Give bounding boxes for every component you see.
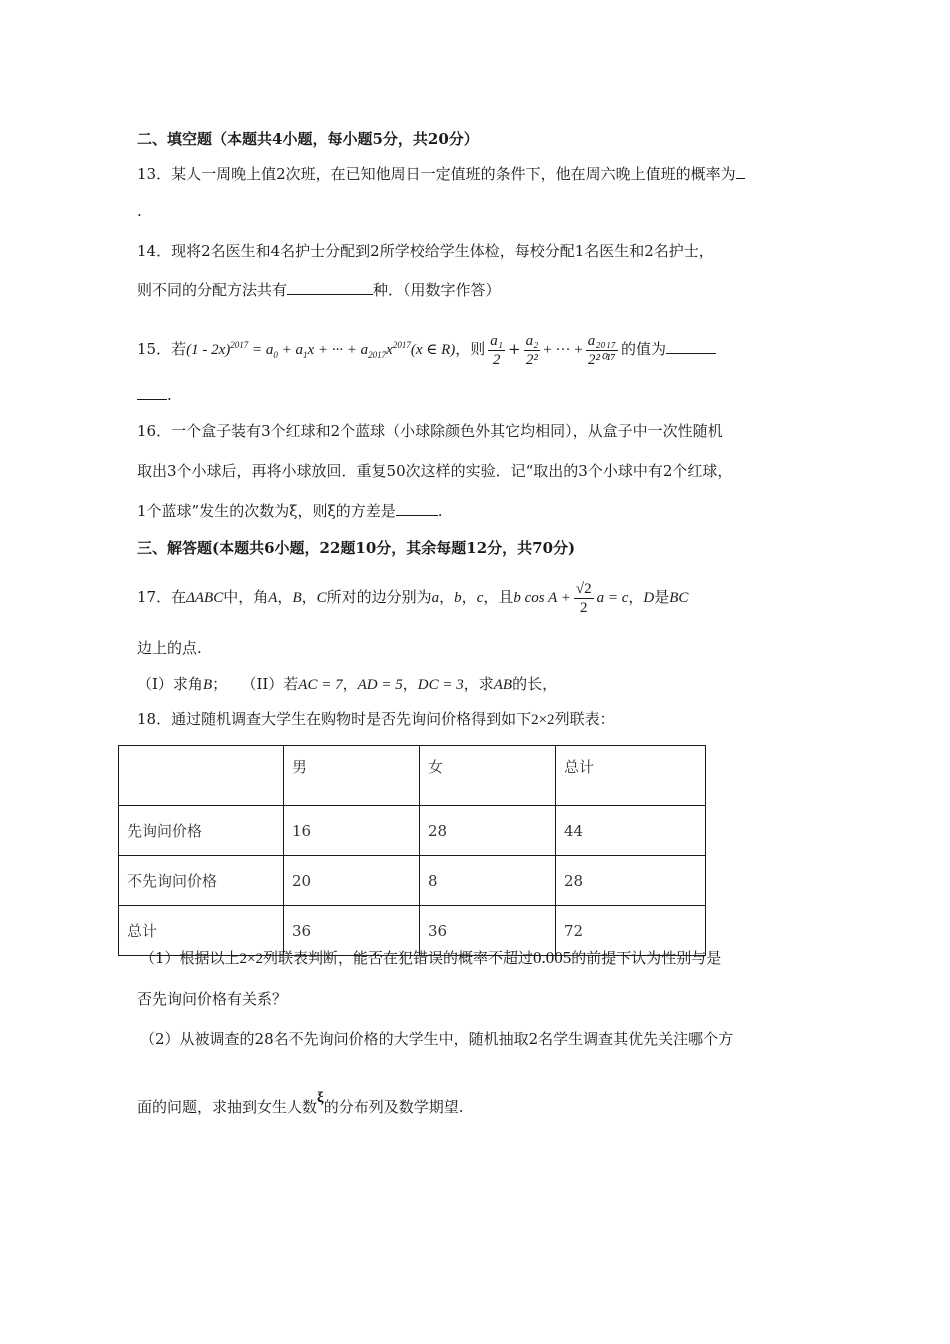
q13-text: 13．某人一周晚上值2次班，在已知他周日一定值班的条件下，他在周六晚上值班的概率为 [137, 165, 736, 183]
q13-end: . [137, 202, 142, 220]
question-16-line2: 取出3个小球后，再将小球放回．重复50次这样的实验．记“取出的3个小球中有2个红球， [137, 462, 733, 480]
table-cell: 16 [284, 806, 420, 856]
q15-answer-blank-cont [137, 399, 167, 400]
table-cell: 8 [420, 856, 556, 906]
table-cell: 28 [420, 806, 556, 856]
q17-equation-right: a = c [596, 590, 629, 606]
table-cell: 44 [556, 806, 706, 856]
table-row [119, 856, 706, 906]
question-18-sub1-line2: 否先询问价格有关系？ [137, 990, 288, 1008]
table-cell: 20 [284, 856, 420, 906]
question-14-line2 [137, 279, 501, 301]
q17-triangle: ΔABC [186, 590, 224, 606]
q14-text-pre: 则不同的分配方法共有 [137, 281, 288, 299]
q17-sqrt2-over-2: $\frac{√2}{2}$ [575, 580, 592, 616]
question-18-sub2-line1: （2）从被调查的28名不先询问价格的大学生中，随机抽取2名学生调查其优先关注哪个方 [140, 1030, 734, 1048]
question-17-parts: （I）求角B； （II）若AC = 7，AD = 5，DC = 3，求AB的长， [137, 675, 558, 693]
table-cell: 总计 [119, 906, 284, 956]
q16-answer-blank [396, 515, 438, 516]
table-cell: 不先询问价格 [119, 856, 284, 906]
q15-suffix: 的值为 [621, 340, 667, 358]
section-heading-fill-in: 二、填空题（本题共4小题，每小题5分，共20分） [137, 130, 479, 148]
question-16-line3 [137, 500, 443, 522]
q14-answer-blank [287, 294, 373, 295]
section-heading-solve: 三、解答题(本题共6小题，22题10分，其余每题12分，共70分) [137, 539, 576, 557]
q13-answer-blank [736, 178, 745, 179]
q15-frac-1: $\frac{\text{a₁}}{2}$ [490, 332, 503, 368]
q18-2x2-sub1: 2×2 [239, 951, 264, 967]
table-header-male: 男 [284, 746, 420, 806]
table-cell: 28 [556, 856, 706, 906]
q15-mid: ，则 [455, 340, 486, 358]
question-18-intro: 18．通过随机调查大学生在购物时是否先询问价格得到如下2×2列联表： [137, 710, 615, 728]
q15-frac-2: $\frac{\text{a₂}}{\text{2²}}$ [525, 332, 539, 368]
q15-dots: + ··· + [543, 342, 583, 358]
question-17-line2: 边上的点. [137, 639, 202, 657]
q17-equation-left: b cos A + [513, 590, 571, 606]
contingency-table [118, 745, 706, 956]
table-row [119, 806, 706, 856]
q18-alpha: 0.005 [533, 948, 572, 967]
q18-xi-symbol: ξ [317, 1090, 324, 1106]
table-cell: 36 [420, 906, 556, 956]
question-17-line1: 17．在ΔABC中，角A，B，C所对的边分别为a，b，c，且b cos A + $\frac{√2}{2}$ a = c，D是BC [137, 580, 689, 616]
table-header-female: 女 [420, 746, 556, 806]
q14-text-post: 种．（用数字作答） [373, 281, 501, 299]
table-header-total: 总计 [556, 746, 706, 806]
question-13 [137, 163, 745, 185]
question-18-sub2-line2: 面的问题，求抽到女生人数ξ的分布列及数学期望. [137, 1090, 464, 1116]
q18-2x2: 2×2 [531, 712, 555, 728]
table-cell: 36 [284, 906, 420, 956]
table-cell: 先询问价格 [119, 806, 284, 856]
q15-frac-3: $\frac{\text{a₂₀₁₇}}{\text{2²⁰¹⁷}}$ [587, 332, 617, 368]
question-14-line1: 14．现将2名医生和4名护士分配到2所学校给学生体检，每校分配1名医生和2名护士， [137, 242, 714, 260]
table-cell: 72 [556, 906, 706, 956]
question-18-sub1-line1: （1）根据以上2×2列联表判断，能否在犯错误的概率不超过0.005的前提下认为性别与是 [140, 948, 722, 967]
question-15: 15．若$(1 - 2x)^{2017} = a_0 + a_1x$ + ··· + $a_{2017}x^{2017}(x$ ∈ R)，则 $\frac{\text{a₁}}{2}$ + $\frac{\text{a₂}}{\text{2²}}$ + ··· + $\frac{\text{a₂₀₁₇}}{\text{2²⁰¹⁷}}$ 的值为 [137, 325, 716, 375]
q15-rhs: = $a_0 + a_1x$ + ··· + $a_{2017}x^{2017}(x$ ∈ R) [252, 340, 456, 360]
q15-end: . [167, 386, 172, 404]
q15-answer-blank [666, 353, 716, 354]
table-cell [119, 746, 284, 806]
q15-prefix: 15．若 [137, 340, 187, 358]
q15-lhs: (1 - 2x)$^{2017}$ [186, 340, 249, 358]
q16-end: . [437, 502, 443, 520]
q16-text-pre: 1个蓝球”发生的次数为ξ，则ξ的方差是 [137, 502, 396, 520]
table-header-row [119, 746, 706, 806]
q15-line2 [137, 384, 172, 406]
question-16-line1: 16．一个盒子装有3个红球和2个蓝球（小球除颜色外其它均相同），从盒子中一次性随机 [137, 422, 723, 440]
